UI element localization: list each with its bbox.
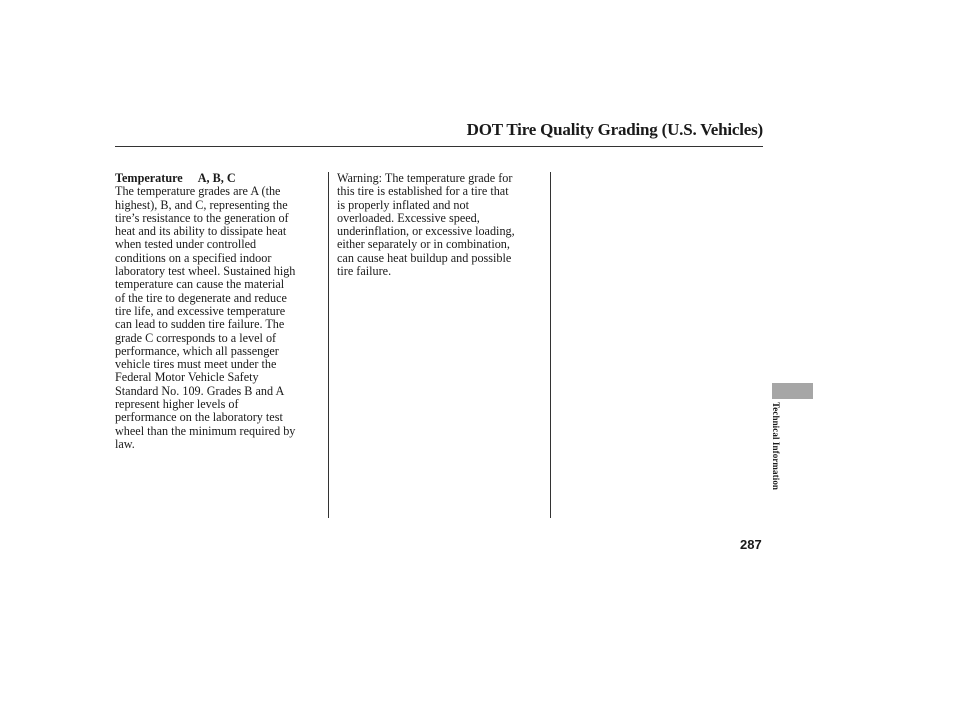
paragraph-line: tire life, and excessive temperature [115, 303, 286, 318]
paragraph-line: vehicle tires must meet under the [115, 357, 277, 372]
section-heading-label: Temperature [115, 171, 183, 185]
section-heading [115, 172, 323, 185]
section-heading-grades: A, B, C [197, 171, 236, 185]
warning-line: is properly inflated and not [337, 197, 469, 212]
warning-line: can cause heat buildup and possible [337, 250, 512, 265]
paragraph-line: of the tire to degenerate and reduce [115, 290, 287, 305]
warning-line: tire failure. [337, 264, 392, 279]
section-tab-label: Technical Information [771, 402, 781, 491]
warning-line: underinflation, or excessive loading, [337, 224, 515, 239]
warning-line: either separately or in combination, [337, 237, 510, 252]
paragraph-line: represent higher levels of [115, 397, 239, 412]
paragraph-line: law. [115, 436, 135, 451]
temperature-paragraph [115, 185, 323, 451]
column-divider [550, 172, 551, 518]
paragraph-line: performance on the laboratory test [115, 410, 283, 425]
paragraph-line: can lead to sudden tire failure. The [115, 317, 285, 332]
page-title: DOT Tire Quality Grading (U.S. Vehicles) [466, 120, 763, 139]
paragraph-line: conditions on a specified indoor [115, 250, 272, 265]
warning-line: Warning: The temperature grade for [337, 171, 513, 185]
paragraph-line: Standard No. 109. Grades B and A [115, 383, 285, 398]
warning-section [337, 172, 543, 278]
page-number: 287 [740, 537, 762, 552]
paragraph-line: wheel than the minimum required by [115, 423, 296, 438]
temperature-section [115, 172, 323, 451]
paragraph-line: grade C corresponds to a level of [115, 330, 277, 345]
paragraph-line: performance, which all passenger [115, 343, 279, 358]
paragraph-line: temperature can cause the material [115, 277, 285, 292]
warning-line: this tire is established for a tire that [337, 184, 509, 199]
title-divider [115, 146, 763, 147]
warning-line: overloaded. Excessive speed, [337, 210, 480, 225]
paragraph-line: The temperature grades are A (the [115, 184, 281, 199]
column-divider [328, 172, 329, 518]
paragraph-line: when tested under controlled [115, 237, 257, 252]
paragraph-line: Federal Motor Vehicle Safety [115, 370, 259, 385]
paragraph-line: highest), B, and C, representing the [115, 197, 288, 212]
paragraph-line: laboratory test wheel. Sustained high [115, 264, 296, 279]
section-tab [772, 383, 813, 399]
paragraph-line: heat and its ability to dissipate heat [115, 224, 287, 239]
paragraph-line: tire’s resistance to the generation of [115, 210, 289, 225]
